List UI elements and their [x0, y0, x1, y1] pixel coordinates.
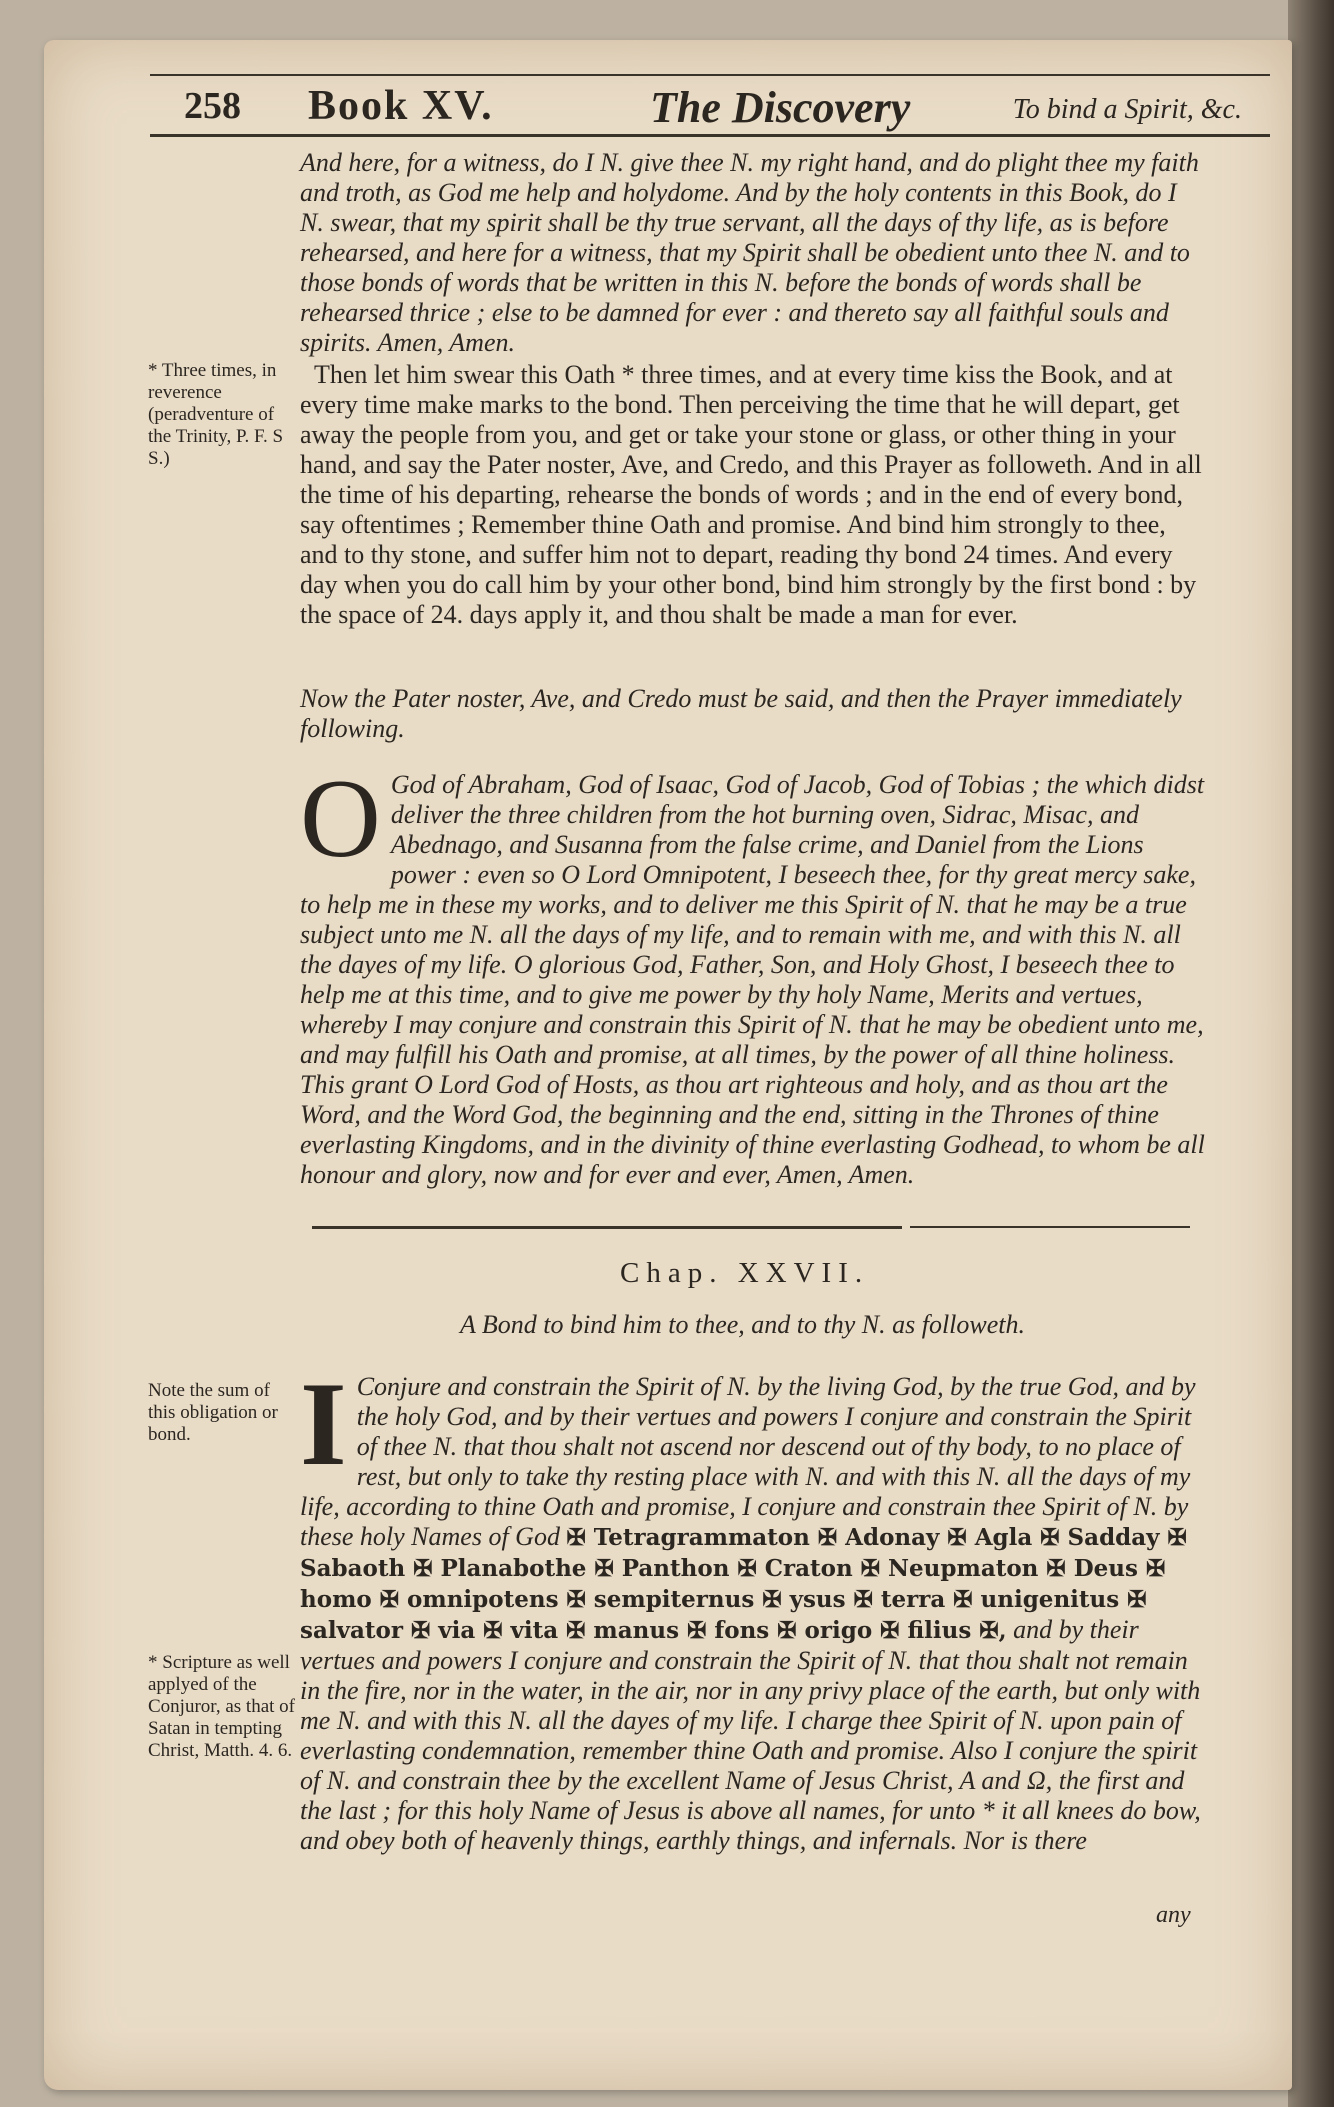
book-label: Book XV. — [308, 83, 494, 129]
prayer-paragraph — [300, 757, 1205, 1190]
header-title: The Discovery — [650, 83, 911, 132]
chapter-rule-right — [910, 1226, 1190, 1228]
oath-paragraph: And here, for a witness, do I N. give thee N. my right hand, and do plight thee my faith and troth, as God me help and holydome. And by the holy contents in this Book, do I N. swear, that my spirit shall be thy true servant, all the days of thy life, as is before rehearsed, and here for a witness, that my Spirit shall be obedient unto thee N. and to those bonds of words that be written in this N. before the bonds of words shall be rehearsed thrice ; else to be damned for ever : and thereto say all faithful souls and spirits. Amen, Amen. — [300, 148, 1199, 357]
header-rule-bottom — [150, 134, 1270, 137]
instruction-paragraph: Then let him swear this Oath * three times, and at every time kiss the Book, and at every time make marks to the bond. Then perceiving the time that he will depart, get away the people from you, and get or take your stone or glass, or other thing in your hand, and say the Pater noster, Ave, and Credo, and this Prayer as followeth. And in all the time of his departing, rehearse the bonds of words ; and in the end of every bond, say oftentimes ; Remember thine Oath and promise. And bind him strongly to thee, and to thy stone, and suffer him not to depart, reading thy bond 24 times. And every day when you do call him by your other bond, bind him strongly by the first bond : by the space of 24. days apply it, and thou shalt be made a man for ever. — [300, 360, 1202, 629]
bond-paragraph — [300, 1357, 1205, 1856]
book-spine-edge — [1288, 0, 1334, 2107]
bond-text-1: Conjure and constrain the Spirit of N. by the living God, by the true God, and by the holy God, and by their vertues and powers I conjure and constrain the Spirit of thee N. that thou shalt not ascend nor descend out of thy body, to no place of rest, but only to take thy resting place with N. and with this N. all the days of my life, according to thine Oath and promise, I conjure and constrain thee Spirit of N. by these holy Names of God — [300, 1372, 1196, 1551]
prayer-text: God of Abraham, God of Isaac, God of Jacob, God of Tobias ; the which didst deliver the three children from the hot burning oven, Sidrac, Misac, and Abednago, and Susanna from the false crime, and Daniel from the Lions power : even so O Lord Omnipotent, I beseech thee, for thy great mercy sake, to help me in these my works, and to deliver me this Spirit of N. that he may be a true subject unto me N. all the days of my life, and to remain with me, and with this N. all the dayes of my life. O glorious God, Father, Son, and Holy Ghost, I beseech thee to help me at this time, and to give me power by thy holy Name, Merits and vertues, whereby I may conjure and constrain this Spirit of N. that he may be obedient unto me, and may fulfill his Oath and promise, at all times, by the power of all thine holiness. This grant O Lord God of Hosts, as thou art righteous and holy, and as thou art the Word, and the Word God, the beginning and the end, sitting in the Thrones of thine everlasting Kingdoms, and in the divinity of thine everlasting Godhead, to whom be all honour and glory, now and for ever and ever, Amen, Amen. — [300, 770, 1205, 1189]
margin-note-bond: Note the sum of this obligation or bond. — [148, 1380, 278, 1445]
bond-text-2: and by their vertues and powers I conjure and constrain the Spirit of N. that thou shalt not remain in the fire, nor in the water, in the air, nor in any privy place of the earth, but only with me N. and with this N. all the dayes of my life. I charge thee Spirit of N. upon pain of everlasting condemnation, remember thine Oath and promise. Also I conjure the spirit of N. and constrain thee by the excellent Name of Jesus Christ, A and Ω, the first and the last ; for this holy Name of Jesus is above all names, for unto * it all knees do bow, and obey both of heavenly things, earthly things, and infernals. Nor is there — [300, 1615, 1201, 1855]
chapter-rule-left — [312, 1226, 902, 1229]
header-rule-top — [150, 74, 1270, 76]
chapter-heading: Chap. XXVII. — [620, 1257, 870, 1289]
margin-note-trinity: * Three times, in reverence (peradventure of the Trinity, P. F. S S.) — [148, 360, 284, 469]
bond-title: A Bond to bind him to thee, and to thy N. as followeth. — [460, 1310, 1025, 1339]
running-head: To bind a Spirit, &c. — [1012, 94, 1242, 125]
page-header — [150, 80, 1270, 134]
rubric: Now the Pater noster, Ave, and Credo must be said, and then the Prayer immediately following. — [300, 684, 1182, 743]
bond-drop-initial: I — [300, 1357, 347, 1490]
prayer-drop-initial: O — [300, 757, 381, 881]
catchword: any — [1156, 1902, 1191, 1928]
margin-note-scripture: * Scripture as well applyed of the Conjuror, as that of Satan in tempting Christ, Matth. 4. 6. — [148, 1652, 295, 1761]
page-number: 258 — [184, 85, 241, 127]
divine-names: ✠ Tetragrammaton ✠ Adonay ✠ Agla ✠ Sadday ✠ Sabaoth ✠ Planabothe ✠ Panthon ✠ Craton ✠ Neupmaton ✠ Deus ✠ homo ✠ omnipotens ✠ sempiternus ✠ ysus ✠ terra ✠ unigenitus ✠ salvator ✠ via ✠ vita ✠ manus ✠ fons ✠ origo ✠ filius ✠, — [300, 1524, 1187, 1644]
